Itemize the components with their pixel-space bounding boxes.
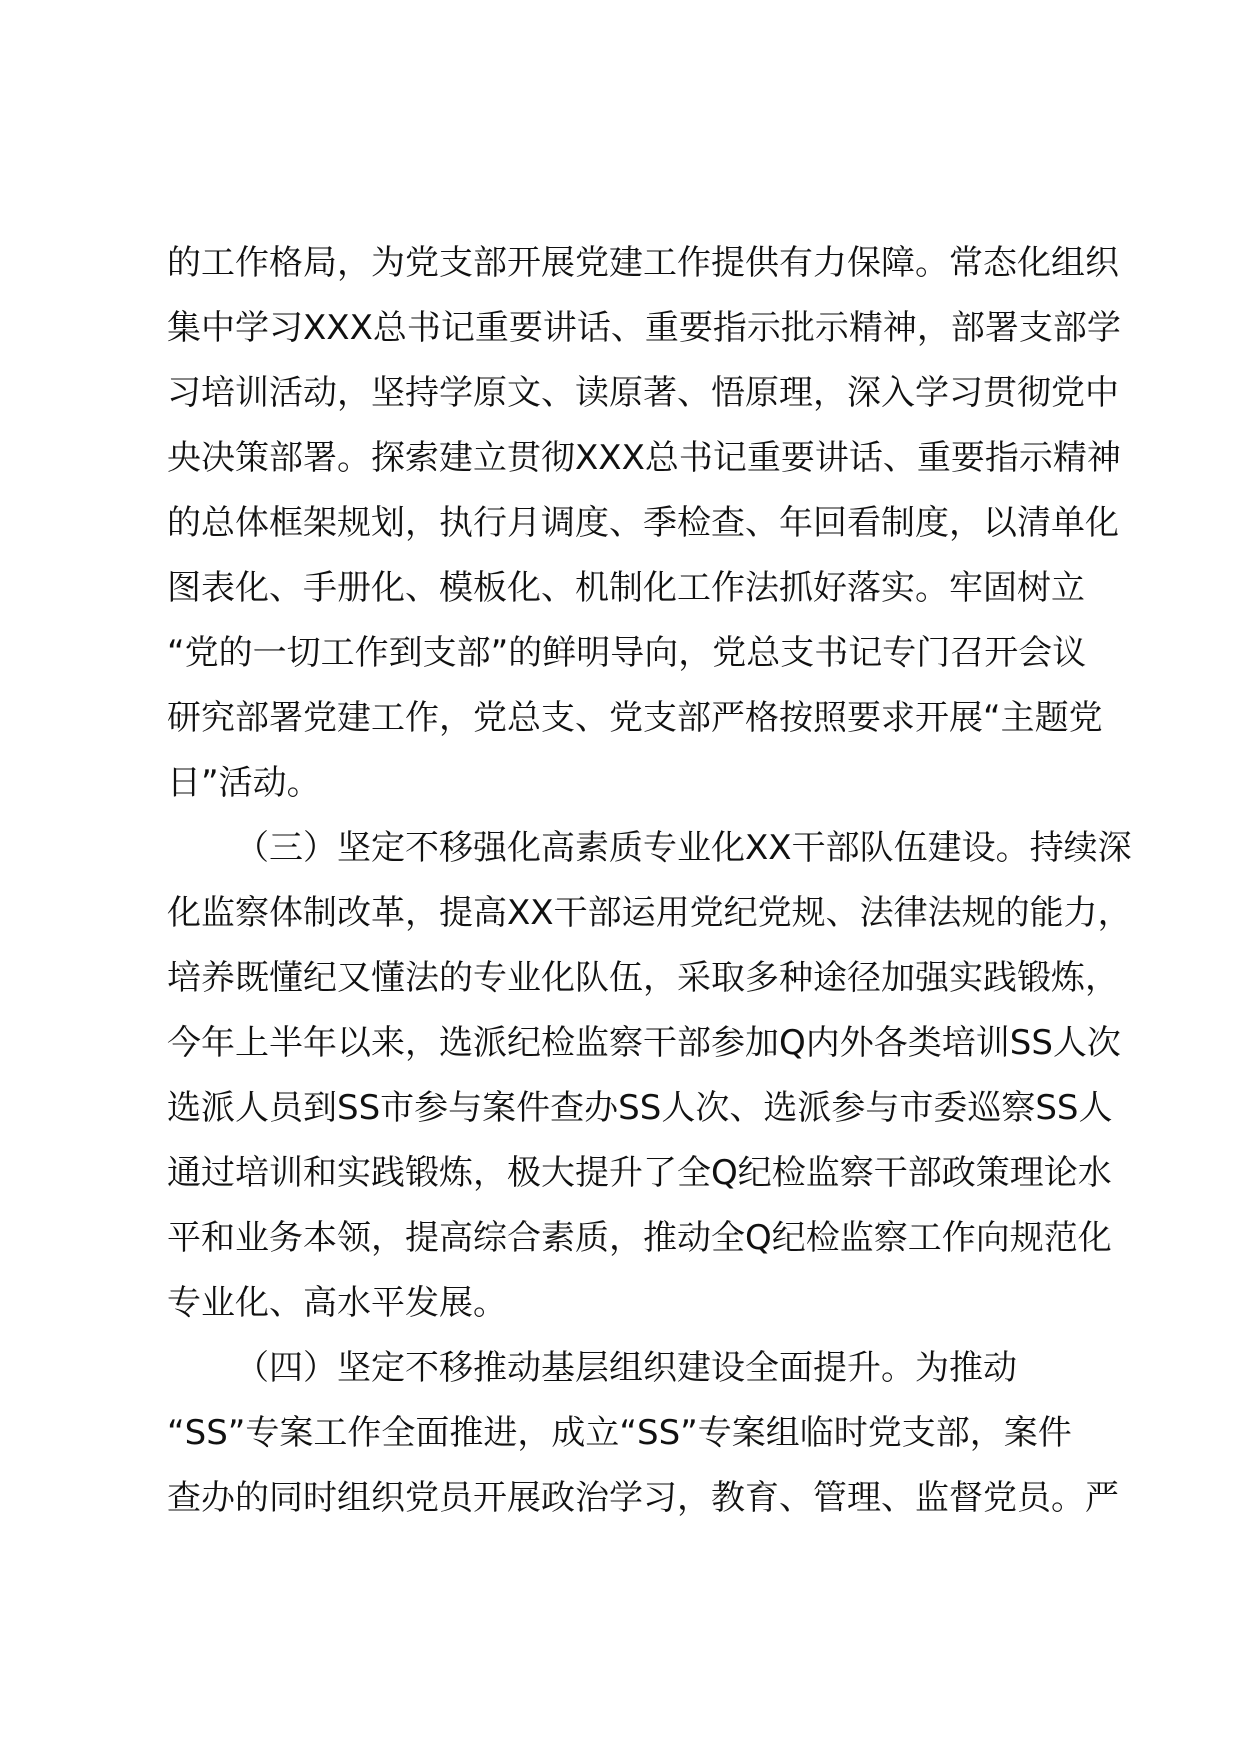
text-line-8: 研究部署党建工作，党总支、党支部严格按照要求开展“主题党 — [167, 698, 1103, 738]
text-line-15: 通过培训和实践锻炼，极大提升了全Q纪检监察干部政策理论水 — [167, 1153, 1112, 1193]
text-line-6: 图表化、手册化、模板化、机制化工作法抓好落实。牢固树立 — [167, 568, 1085, 608]
text-line-13: 今年上半年以来，选派纪检监察干部参加Q内外各类培训SS人次 — [167, 1023, 1121, 1063]
text-line-19: “SS”专案工作全面推进，成立“SS”专案组临时党支部，案件 — [167, 1413, 1072, 1453]
text-line-2: 集中学习XXX总书记重要讲话、重要指示批示精神，部署支部学 — [167, 308, 1121, 348]
text-line-11: 化监察体制改革，提高XX干部运用党纪党规、法律法规的能力， — [167, 893, 1132, 933]
text-line-17: 专业化、高水平发展。 — [167, 1283, 507, 1323]
text-line-9: 日”活动。 — [167, 763, 321, 803]
text-line-12: 培养既懂纪又懂法的专业化队伍，采取多种途径加强实践锻炼， — [167, 958, 1119, 998]
text-line-14: 选派人员到SS市参与案件查办SS人次、选派参与市委巡察SS人 — [167, 1088, 1113, 1128]
text-line-3: 习培训活动，坚持学原文、读原著、悟原理，深入学习贯彻党中 — [167, 373, 1119, 413]
text-line-4: 央决策部署。探索建立贯彻XXX总书记重要讲话、重要指示精神 — [167, 438, 1121, 478]
text-line-7: “党的一切工作到支部”的鲜明导向，党总支书记专门召开会议 — [167, 633, 1087, 673]
text-line-16: 平和业务本领，提高综合素质，推动全Q纪检监察工作向规范化 — [167, 1218, 1112, 1258]
section-heading-3: （三）坚定不移强化高素质专业化XX干部队伍建设。持续深 — [235, 828, 1132, 868]
text-line-5: 的总体框架规划，执行月调度、季检查、年回看制度，以清单化 — [167, 503, 1119, 543]
section-heading-4: （四）坚定不移推动基层组织建设全面提升。为推动 — [235, 1348, 1017, 1388]
text-line-20: 查办的同时组织党员开展政治学习，教育、管理、监督党员。严 — [167, 1478, 1119, 1518]
text-line-1: 的工作格局，为党支部开展党建工作提供有力保障。常态化组织 — [167, 243, 1119, 283]
